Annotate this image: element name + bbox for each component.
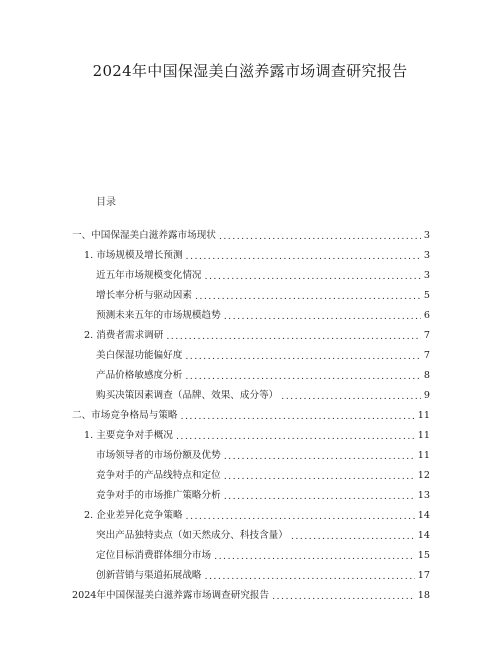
toc-entry[interactable] <box>96 288 430 304</box>
toc-leader-dots <box>186 248 421 264</box>
toc-entry-label: 近五年市场规模变化情况 <box>96 270 202 281</box>
toc-entry[interactable] <box>96 388 430 404</box>
toc-leader-dots <box>195 288 421 304</box>
toc-entry-page: 9 <box>423 390 430 401</box>
toc-entry-label: 购买决策因素调查（品牌、效果、成分等） <box>96 390 279 401</box>
toc-entry[interactable] <box>72 408 430 424</box>
toc-leader-dots <box>214 548 415 564</box>
toc-leader-dots <box>224 448 415 464</box>
toc-entry[interactable] <box>96 488 430 504</box>
toc-entry-page: 7 <box>423 350 430 361</box>
toc-entry[interactable] <box>96 548 430 564</box>
toc-entry-page: 11 <box>417 450 430 461</box>
toc-entry[interactable] <box>84 248 430 264</box>
toc-entry-page: 7 <box>423 330 430 341</box>
toc-entry-page: 14 <box>417 530 430 541</box>
toc-entry-label: 创新营销与渠道拓展战略 <box>96 570 202 581</box>
toc-entry-label: 美白保湿功能偏好度 <box>96 350 183 361</box>
toc-entry[interactable] <box>72 228 430 244</box>
toc-leader-dots <box>272 588 415 604</box>
toc-leader-dots <box>291 528 415 544</box>
toc-entry-page: 17 <box>417 570 430 581</box>
toc-entry[interactable] <box>96 368 430 384</box>
toc-entry-page: 18 <box>417 590 430 601</box>
toc-leader-dots <box>185 368 421 384</box>
toc-leader-dots <box>205 268 421 284</box>
toc-leader-dots <box>224 488 415 504</box>
toc-leader-dots <box>181 408 415 424</box>
toc-entry[interactable] <box>96 308 430 324</box>
toc-leader-dots <box>185 348 421 364</box>
toc-entry-label: 市场领导者的市场份额及优势 <box>96 450 221 461</box>
toc-entry-label: 一、中国保湿美白滋养露市场现状 <box>72 230 216 241</box>
toc-entry-page: 8 <box>423 370 430 381</box>
toc-entry[interactable] <box>96 528 430 544</box>
toc-entry-page: 3 <box>423 250 430 261</box>
toc-leader-dots <box>224 308 421 324</box>
toc-leader-dots <box>166 328 421 344</box>
toc-entry-label: 产品价格敏感度分析 <box>96 370 183 381</box>
toc-entry-label: 1. 主要竞争对手概况 <box>84 430 173 441</box>
toc-entry-label: 1. 市场规模及增长预测 <box>84 250 183 261</box>
toc-entry[interactable] <box>84 508 430 524</box>
toc-entry[interactable] <box>84 328 430 344</box>
toc-entry-page: 12 <box>417 470 430 481</box>
toc-entry[interactable] <box>84 428 430 444</box>
toc-entry[interactable] <box>96 468 430 484</box>
toc-entry-page: 11 <box>417 430 430 441</box>
toc-entry-label: 预测未来五年的市场规模趋势 <box>96 310 221 321</box>
toc-entry-label: 突出产品独特卖点（如天然成分、科技含量） <box>96 530 288 541</box>
toc-entry-label: 竞争对手的市场推广策略分析 <box>96 490 221 501</box>
toc-leader-dots <box>176 428 415 444</box>
toc-entry-page: 11 <box>417 410 430 421</box>
toc-entry[interactable] <box>72 588 430 604</box>
toc-entry[interactable] <box>96 448 430 464</box>
toc-leader-dots <box>281 388 421 404</box>
toc-entry-label: 竞争对手的产品线特点和定位 <box>96 470 221 481</box>
toc-entry-page: 13 <box>417 490 430 501</box>
toc-entry-label: 2024年中国保湿美白滋养露市场调查研究报告 <box>72 590 270 601</box>
toc-entry-label: 定位目标消费群体细分市场 <box>96 550 212 561</box>
toc-entry-page: 14 <box>417 510 430 521</box>
toc-entry-page: 5 <box>423 290 430 301</box>
toc-entry-label: 2. 消费者需求调研 <box>84 330 164 341</box>
toc-entry[interactable] <box>96 268 430 284</box>
toc-leader-dots <box>219 228 421 244</box>
toc-entry-page: 3 <box>423 230 430 241</box>
toc-leader-dots <box>186 508 415 524</box>
document-title: 2024年中国保湿美白滋养露市场调查研究报告 <box>92 62 408 80</box>
toc-entry-page: 3 <box>423 270 430 281</box>
toc-entry[interactable] <box>96 568 430 584</box>
toc-entry-label: 2. 企业差异化竞争策略 <box>84 510 183 521</box>
toc-entry-page: 6 <box>423 310 430 321</box>
toc-heading: 目录 <box>96 197 116 208</box>
toc-entry-page: 15 <box>417 550 430 561</box>
toc-entry-label: 二、市场竞争格局与策略 <box>72 410 178 421</box>
toc-entry-label: 增长率分析与驱动因素 <box>96 290 192 301</box>
toc-entry[interactable] <box>96 348 430 364</box>
toc-leader-dots <box>224 468 415 484</box>
toc-leader-dots <box>205 568 415 584</box>
